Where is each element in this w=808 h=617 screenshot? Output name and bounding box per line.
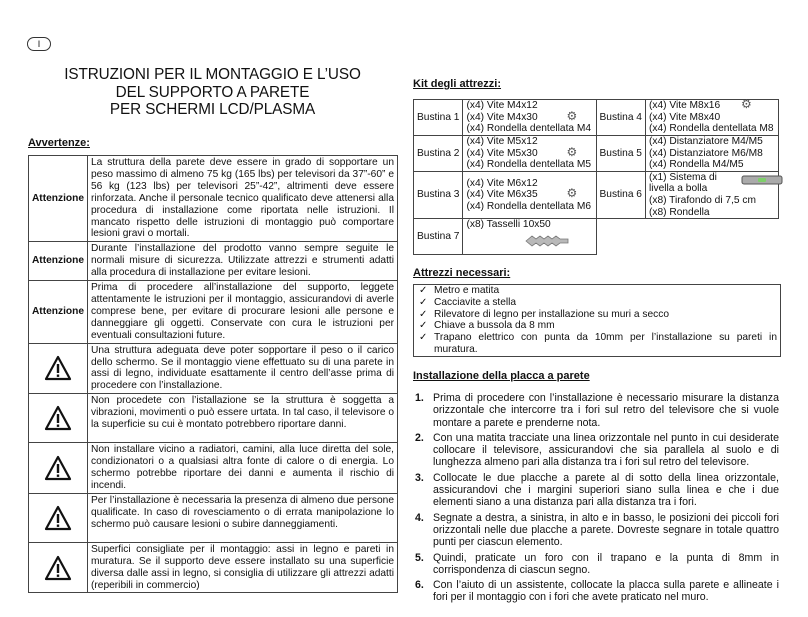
- spirit-level-icon: [741, 174, 783, 186]
- bag-label: Bustina 6: [596, 171, 645, 218]
- bag-contents: [645, 97, 778, 136]
- warnings-heading: Avvertenze:: [28, 137, 90, 149]
- warning-icon-cell: [29, 493, 88, 542]
- kit-row: [414, 219, 779, 255]
- kit-item: (x4) Distanziatore M4/M5: [648, 136, 763, 147]
- warning-triangle-icon: [44, 455, 72, 481]
- step-number: 4.: [415, 511, 424, 524]
- language-badge: I: [27, 37, 51, 51]
- kit-item: (x4) Vite M5x30 ⚙: [466, 144, 578, 159]
- bag-contents: [645, 136, 778, 172]
- empty-cell: [645, 219, 778, 255]
- warning-row: [29, 493, 398, 542]
- warning-triangle-icon: [44, 355, 72, 381]
- kit-item: (x4) Vite M6x35 ⚙: [466, 186, 578, 201]
- screw-icon: ⚙: [740, 97, 752, 112]
- kit-item: (x8) Rondella: [648, 206, 710, 218]
- step-number: 5.: [415, 551, 424, 564]
- kit-item: (x4) Distanziatore M6/M8: [648, 147, 763, 159]
- step-text: Collocate le due placche a parete al di sotto della linea orizzontale, assicurandovi che i margini superiori siano sulla linea e che i due elementi siano a una distanza pari alla distanza tra i fori.: [433, 471, 779, 509]
- kit-item: (x4) Rondella dentellata M5: [466, 159, 592, 171]
- step-number: 6.: [415, 579, 424, 592]
- kit-heading: Kit degli attrezzi:: [413, 78, 502, 90]
- warning-row: [29, 242, 398, 281]
- kit-row: [414, 171, 779, 218]
- screw-icon: ⚙: [566, 186, 578, 201]
- warnings-table: [28, 155, 398, 593]
- tool-item: ✓ Trapano elettrico con punta da 10mm per l’installazione su pareti in muratura.: [419, 332, 777, 355]
- bag-label: Bustina 2: [414, 136, 463, 172]
- warning-triangle-icon: [44, 405, 72, 431]
- kit-item: (x4) Rondella dentellata M6: [466, 200, 592, 212]
- bag-label: Bustina 1: [414, 100, 463, 136]
- step-item: [413, 392, 779, 429]
- bag-contents: [463, 219, 596, 255]
- kit-table: [413, 99, 779, 255]
- tool-item: ✓ Cacciavite a stella: [419, 296, 517, 308]
- check-icon: ✓: [419, 320, 428, 332]
- warning-text: Non procedete con l’istallazione se la struttura è soggetta a vibrazioni, movimenti o può essere urtata. In tal caso, il televisore o la superficie su cui è montato potrebbero riportare danni.: [88, 394, 398, 443]
- warning-label: Attenzione: [29, 242, 88, 281]
- bag-label: Bustina 3: [414, 171, 463, 218]
- bag-contents: [463, 171, 596, 218]
- warning-label: Attenzione: [29, 281, 88, 344]
- step-text: Quindi, praticate un foro con il trapano e la punta di 8mm in corrispondenza di ciascun segno.: [433, 551, 779, 576]
- kit-item: (x4) Rondella dentellata M8: [648, 123, 774, 135]
- tools-heading: Attrezzi necessari:: [413, 267, 511, 279]
- warning-triangle-icon: [44, 555, 72, 581]
- warning-text: Prima di procedere all’installazione del supporto, leggete attentamente le istruzioni per il montaggio, assicurandovi di averle comprese bene, per evitare di procurare lesioni alle persone e danneggiare gli oggetti. Conservate con cura le istruzioni per eventuali consultazioni future.: [88, 281, 398, 344]
- warning-text: Per l’installazione è necessaria la presenza di almeno due persone qualificate. In caso di rovesciamento o di errata manipolazione lo schermo può causare lesioni o subire danneggiamenti.: [88, 493, 398, 542]
- kit-item: (x4) Vite M8x40: [648, 111, 721, 123]
- install-heading: Installazione della placca a parete: [413, 370, 590, 382]
- kit-item: (x4) Vite M4x30 ⚙: [466, 108, 578, 123]
- tool-item: ✓ Chiave a bussola da 8 mm: [419, 320, 555, 332]
- title-line-1: ISTRUZIONI PER IL MONTAGGIO E L’USO: [64, 66, 361, 83]
- step-item: [413, 472, 779, 509]
- wall-plug-icon: [524, 234, 570, 248]
- step-text: Segnate a destra, a sinistra, in alto e in basso, le posizioni dei piccoli fori orizzontali nelle due placche a parete. Dovreste segnare in totale quattro punti per ciascun elemento.: [433, 511, 779, 549]
- kit-row: [414, 100, 779, 136]
- step-number: 3.: [415, 471, 424, 484]
- kit-item: (x4) Rondella M4/M5: [648, 159, 744, 171]
- warning-text: La struttura della parete deve essere in grado di sopportare un peso massimo di almeno 75 kg (165 lbs) per televisori da 37”-60” e 56 kg (123 lbs) per televisori 25”-42”, altrimenti deve essere rinforzata. Anche il personale tecnico qualificato deve attenersi alla procedura di installazione come riportata nelle istruzioni. Il mancato rispetto delle istruzioni di montaggio può comportare lesioni gravi o mortali.: [88, 156, 398, 242]
- warning-label: Attenzione: [29, 156, 88, 242]
- step-number: 2.: [415, 431, 424, 444]
- kit-item: (x1) Sistema di: [649, 172, 775, 184]
- step-text: Con l’aiuto di un assistente, collocate la placca sulla parete e allineate i fori per il montaggio con i fori che avete praticato nel muro.: [433, 579, 779, 604]
- warning-text: Una struttura adeguata deve poter sopportare il peso o il carico dello schermo. Se il montaggio viene effettuato su di una parete in assi di legno, individuate esattamente il centro dell’asse prima di procedere con l’installazione.: [88, 343, 398, 394]
- bag-label: Bustina 4: [596, 100, 645, 136]
- warning-text: Superfici consigliate per il montaggio: assi in legno e pareti in muratura. Se il supporto deve essere installato su una superficie diversa dalle assi in legno, si consiglia di utilizzare gli attrezzi adatti (reperibili in commercio): [88, 542, 398, 593]
- kit-item: (x8) Tirafondo di 7,5 cm: [648, 194, 756, 206]
- check-icon: ✓: [419, 308, 428, 320]
- bag-contents: [645, 171, 778, 218]
- kit-item: (x4) Rondella dentellata M4: [466, 123, 592, 135]
- step-text: Prima di procedere con l’installazione è necessario misurare la distanza orizzontale che intercorre tra i fori sul retro del televisore che si vuole montare a parete e prenderne nota.: [433, 392, 779, 429]
- check-icon: ✓: [419, 332, 428, 344]
- kit-item: (x4) Vite M5x12: [466, 136, 538, 147]
- warning-row: [29, 281, 398, 344]
- warning-row: [29, 394, 398, 443]
- step-item: [413, 432, 779, 469]
- step-item: [413, 512, 779, 549]
- warning-icon-cell: [29, 343, 88, 394]
- step-text: Con una matita tracciate una linea orizzontale nel punto in cui desiderate collocare il televisore, assicurandovi che sia parallela al suolo e di lunghezza almeno pari alla distanza tra i fori sul retro del televisore.: [433, 431, 779, 469]
- bag-label: Bustina 7: [414, 219, 463, 255]
- kit-item: (x4) Vite M4x12: [466, 100, 538, 112]
- kit-item: livella a bolla: [648, 183, 708, 195]
- screw-icon: ⚙: [566, 144, 578, 159]
- bag-contents: [463, 136, 596, 172]
- title-line-2: DEL SUPPORTO A PARETE: [115, 83, 310, 101]
- empty-cell: [596, 219, 645, 255]
- title-line-3: PER SCHERMI LCD/PLASMA: [109, 101, 316, 118]
- kit-item: (x8) Tasselli 10x50: [466, 219, 551, 231]
- kit-item: (x4) Vite M6x12: [466, 177, 538, 189]
- check-icon: ✓: [419, 296, 428, 308]
- kit-row: [414, 136, 779, 172]
- warning-text: Non installare vicino a radiatori, camini, alla luce diretta del sole, condizionatori o a qualsiasi altra fonte di calore o di energia. Lo schermo potrebbe riportare dei danni e aumenta il rischio di incendi.: [88, 443, 398, 494]
- document-title: [40, 66, 385, 119]
- bag-label: Bustina 5: [596, 136, 645, 172]
- warning-icon-cell: [29, 542, 88, 593]
- warning-row: [29, 156, 398, 242]
- step-number: 1.: [415, 392, 424, 404]
- install-steps: [413, 392, 779, 607]
- tool-item: ✓ Rilevatore di legno per installazione su muri a secco: [419, 308, 669, 320]
- check-icon: ✓: [419, 285, 428, 296]
- warning-text: Durante l’installazione del prodotto vanno sempre seguite le normali misure di sicurezza. Utilizzate attrezzi e strumenti adatti alla procedura di installazione per evitare lesioni.: [88, 242, 398, 281]
- warning-triangle-icon: [44, 505, 72, 531]
- screw-icon: ⚙: [566, 108, 578, 123]
- warning-icon-cell: [29, 394, 88, 443]
- step-item: [413, 552, 779, 577]
- tools-list: [413, 284, 781, 357]
- warning-row: [29, 542, 398, 593]
- tool-item: ✓ Metro e matita: [419, 285, 500, 296]
- warning-row: [29, 443, 398, 494]
- warning-icon-cell: [29, 443, 88, 494]
- warning-row: [29, 343, 398, 394]
- kit-item: (x4) Vite M8x16 ⚙: [648, 97, 752, 112]
- step-item: [413, 579, 779, 604]
- bag-contents: [463, 100, 596, 136]
